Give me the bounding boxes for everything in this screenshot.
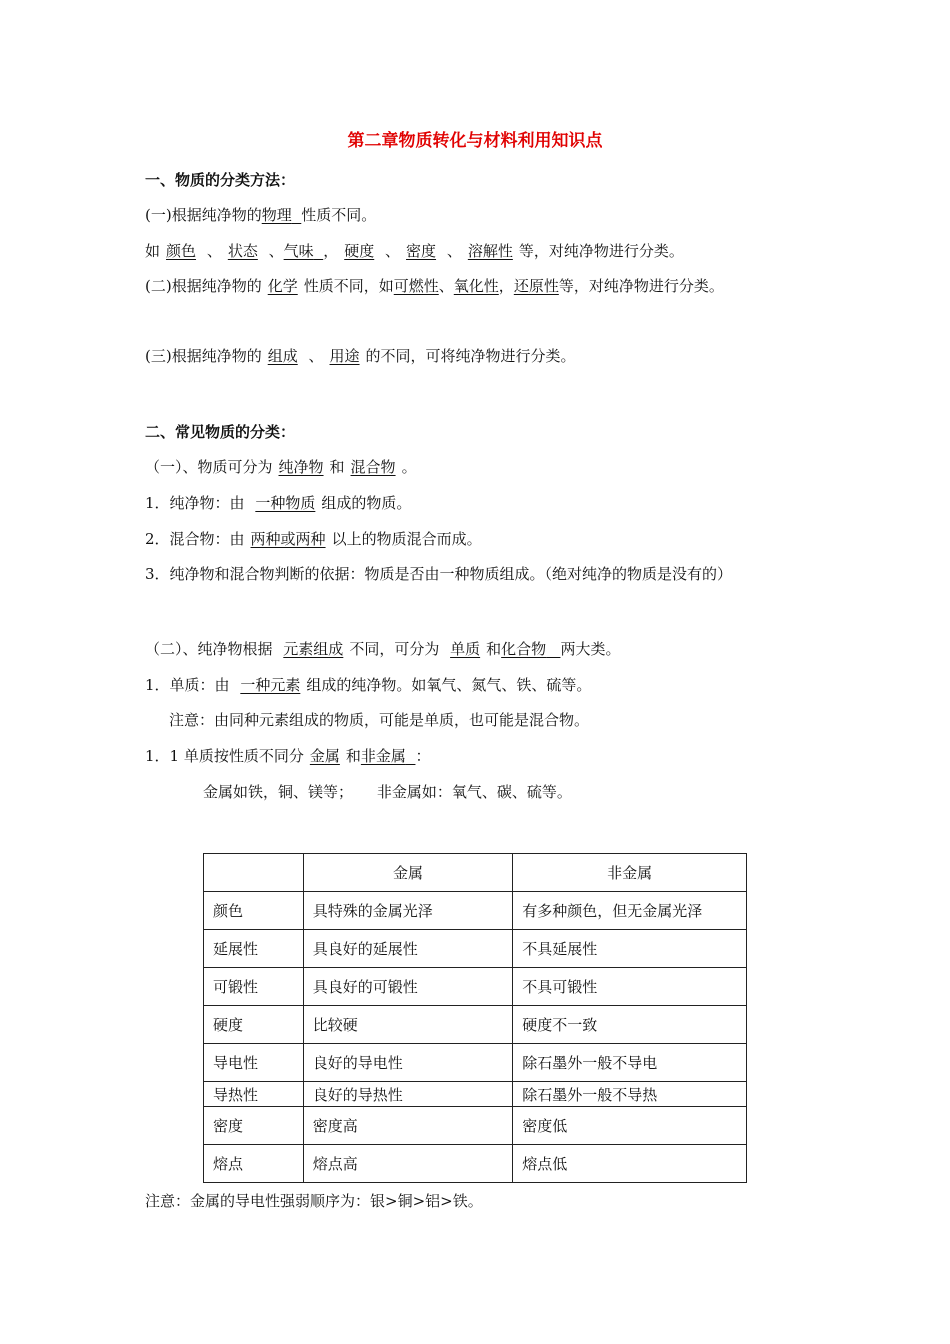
separator: 、 (385, 242, 401, 260)
text-segment: 性质不同，如 (303, 277, 394, 295)
blank-answer: 纯净物 (278, 458, 324, 476)
separator: 、 (446, 242, 462, 260)
blank-answer: 元素组成 (283, 640, 344, 658)
text-segment: 如 (145, 242, 161, 260)
text-segment: 1．纯净物：由 (145, 494, 245, 512)
table-cell: 熔点高 (303, 1145, 512, 1183)
text-segment: ： (415, 747, 431, 765)
text-segment: （一）、物质可分为 (145, 458, 273, 476)
table-cell: 导电性 (204, 1044, 304, 1082)
text-segment: 1．1 单质按性质不同分 (145, 747, 304, 765)
text-segment: 等，对纯净物进行分类。 (558, 277, 724, 295)
blank-answer: 化合物 (501, 640, 547, 658)
text-segment: (三)根据纯净物的 (145, 347, 262, 365)
blank-answer: 金属 (309, 747, 340, 765)
table-row (204, 968, 747, 1006)
table-cell: 密度高 (303, 1107, 512, 1145)
metal-nonmetal-table (203, 853, 747, 1183)
blank-answer: 组成 (267, 347, 298, 365)
paragraph-4 (145, 346, 576, 366)
table-cell: 良好的导热性 (303, 1082, 512, 1107)
table-cell: 除石墨外一般不导电 (513, 1044, 747, 1082)
text-segment: 的不同，可将纯净物进行分类。 (365, 347, 576, 365)
text-segment: 组成的纯净物。如氧气、氮气、铁、硫等。 (306, 676, 592, 694)
table-cell: 可锻性 (204, 968, 304, 1006)
section2-heading: 二、常见物质的分类： (145, 423, 296, 441)
paragraph-9 (145, 639, 620, 659)
text-segment: 两大类。 (560, 640, 621, 658)
text-segment: 1．单质：由 (145, 676, 230, 694)
separator: 、 (308, 347, 324, 365)
paragraph-11 (145, 746, 430, 766)
text-segment: 和 (345, 747, 361, 765)
blank-answer: 用途 (329, 347, 360, 365)
separator: 、 (438, 277, 454, 295)
blank-answer: 颜色 (166, 242, 197, 260)
page-title: 第二章物质转化与材料利用知识点 (347, 131, 603, 151)
table-cell: 熔点低 (513, 1145, 747, 1183)
blank-answer: 非金属 (360, 747, 406, 765)
table-row (204, 1006, 747, 1044)
blank-answer: 单质 (450, 640, 481, 658)
separator: ， (498, 277, 514, 295)
blank-answer: 两种或两种 (250, 530, 326, 548)
separator: 、 (268, 242, 284, 260)
table-cell: 熔点 (204, 1145, 304, 1183)
text-segment: 以上的物质混合而成。 (331, 530, 482, 548)
table-cell: 具良好的延展性 (303, 930, 512, 968)
table-cell: 有多种颜色，但无金属光泽 (513, 892, 747, 930)
blank-answer: 状态 (227, 242, 258, 260)
table-cell: 不具延展性 (513, 930, 747, 968)
blank-answer: 还原性 (513, 277, 559, 295)
paragraph-2: 如 颜色 、 状态 、气味 ， 硬度 、 密度 、 溶解性 等，对纯净物进行分类。 (145, 242, 684, 260)
text-segment: 。 (401, 458, 417, 476)
table-cell: 除石墨外一般不导热 (513, 1082, 747, 1107)
table-cell: 比较硬 (303, 1006, 512, 1044)
table-header: 金属 (303, 854, 512, 892)
table-cell: 导热性 (204, 1082, 304, 1107)
table-row (204, 892, 747, 930)
separator: 、 (206, 242, 222, 260)
paragraph-10 (145, 675, 591, 695)
table-header: 非金属 (513, 854, 747, 892)
paragraph-7 (145, 529, 482, 549)
text-segment: (一)根据纯净物的 (145, 206, 262, 224)
table-cell: 具特殊的金属光泽 (303, 892, 512, 930)
blank-answer: 一种元素 (240, 676, 301, 694)
section1-heading: 一、物质的分类方法： (145, 171, 296, 189)
examples-line: 金属如铁，铜、镁等； 非金属如：氧气、碳、硫等。 (203, 783, 572, 801)
paragraph-6 (145, 493, 411, 513)
table-row (204, 1107, 747, 1145)
text-segment: 等，对纯净物进行分类。 (518, 242, 684, 260)
blank-answer: 混合物 (350, 458, 396, 476)
table-cell: 硬度不一致 (513, 1006, 747, 1044)
text-segment: 2．混合物：由 (145, 530, 245, 548)
text-segment: (二)根据纯净物的 (145, 277, 262, 295)
note-2: 注意：金属的导电性强弱顺序为：银>铜>铝>铁。 (145, 1192, 483, 1210)
blank-answer: 溶解性 (467, 242, 513, 260)
blank-answer: 硬度 (344, 242, 375, 260)
table-cell: 不具可锻性 (513, 968, 747, 1006)
paragraph-3 (145, 276, 724, 296)
text-segment: 不同，可分为 (349, 640, 440, 658)
text-segment: 和 (329, 458, 345, 476)
table-cell: 延展性 (204, 930, 304, 968)
blank-answer: 密度 (406, 242, 437, 260)
table-header (204, 854, 304, 892)
text-segment: 组成的物质。 (321, 494, 412, 512)
blank-answer: 物理 (261, 206, 292, 224)
table-row (204, 930, 747, 968)
text-segment: （二）、纯净物根据 (145, 640, 273, 658)
blank-answer: 化学 (267, 277, 298, 295)
blank-answer: 一种物质 (255, 494, 316, 512)
table-row (204, 1044, 747, 1082)
blank-answer: 可燃性 (393, 277, 439, 295)
table-cell: 具良好的可锻性 (303, 968, 512, 1006)
table-cell: 密度 (204, 1107, 304, 1145)
text-segment: 性质不同。 (301, 206, 377, 224)
table-cell: 密度低 (513, 1107, 747, 1145)
table-header-row (204, 854, 747, 892)
table-cell: 良好的导电性 (303, 1044, 512, 1082)
blank-answer: 气味 (283, 242, 314, 260)
blank-answer: 氧化性 (453, 277, 499, 295)
paragraph-8: 3．纯净物和混合物判断的依据：物质是否由一种物质组成。（绝对纯净的物质是没有的） (145, 565, 733, 583)
table-row (204, 1082, 747, 1107)
table-cell: 颜色 (204, 892, 304, 930)
table-row (204, 1145, 747, 1183)
paragraph-5 (145, 457, 417, 477)
table-cell: 硬度 (204, 1006, 304, 1044)
paragraph-1 (145, 205, 376, 225)
text-segment: 和 (486, 640, 502, 658)
note-1: 注意：由同种元素组成的物质，可能是单质，也可能是混合物。 (169, 711, 590, 729)
